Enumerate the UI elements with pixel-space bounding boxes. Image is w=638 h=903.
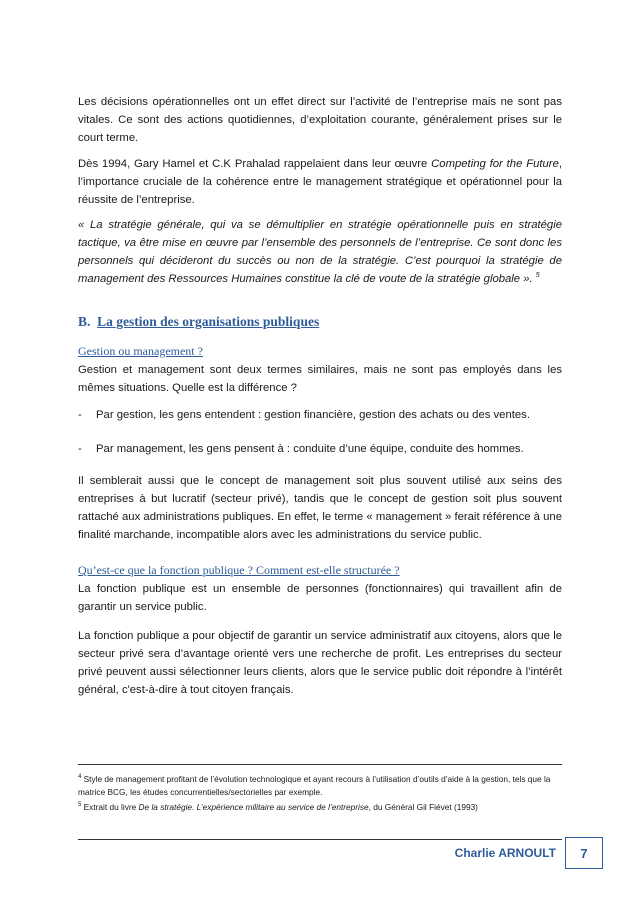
paragraph-fonction-publique-definition: La fonction publique est un ensemble de personnes (fonctionnaires) qui travaillent afin de garantir un service public.: [78, 583, 562, 613]
paragraph-hamel-prahalad: Dès 1994, Gary Hamel et C.K Prahalad rappelaient dans leur œuvre Competing for the Future, l’importance cruciale de la cohérence entre le management stratégique et opérationnel pour la réussite de l’entreprise.: [78, 158, 562, 206]
strategy-quote: « La stratégie générale, qui va se démultiplier en stratégie opérationnelle puis en stratégie tactique, va être mise en œuvre par l’ensemble des personnels de l’entreprise. Ce sont donc les personnels qui décideront du succès ou non de la stratégie. C’est pourquoi la stratégie de management des Ressources Humaines constitue la clé de voute de la stratégie globale ». $^5$: [78, 219, 562, 285]
paragraph-fonction-publique-objectif: La fonction publique a pour objectif de garantir un service administratif aux citoyens, alors que le secteur privé sera d’avantage orienté vers une recherche de profit. Les entreprises du secteur privé peuvent aussi sélectionner leurs clients, alors que le service public doit répondre à l’intérêt général, c'est-à-dire à tout citoyen français.: [78, 630, 562, 696]
paragraph-gestion-definition: Gestion et management sont deux termes similaires, mais ne sont pas employés dans les mêmes situations. Quelle est la différence ?: [78, 364, 562, 394]
bullet-management: - Par management, les gens pensent à : conduite d’une équipe, conduite des hommes.: [78, 440, 562, 458]
section-b-heading: [78, 314, 562, 330]
footer-rule: [78, 839, 562, 840]
subheading-gestion-management: Gestion ou management ?: [78, 344, 203, 358]
book-title: Competing for the Future: [431, 158, 559, 170]
footnote-ref-5: 5: [535, 272, 540, 280]
bullet-gestion: - Par gestion, les gens entendent : gestion financière, gestion des achats ou des ventes.: [78, 406, 562, 424]
footnote-5: $^5$ Extrait du livre De la stratégie. L’expérience militaire au service de l’entreprise, du Général Gil Fiévet (1993): [78, 802, 478, 812]
paragraph-operational-decisions: Les décisions opérationnelles ont un effet direct sur l’activité de l’entreprise mais ne sont pas vitales. Ce sont des actions quotidiennes, d’exploitation courante, généralement prises sur le court terme.: [78, 96, 562, 144]
paragraph-management-concept: Il semblerait aussi que le concept de management soit plus souvent utilisé aux seins des entreprises à but lucratif (secteur privé), tandis que le concept de gestion soit plus souvent rattaché aux administrations publiques. En effet, le terme « management » ferait référence à une finalité marchande, incompatible alors avec les administrations du service public.: [78, 475, 562, 541]
footnote-4: $^4$ Style de management profitant de l’évolution technologique et ayant recours à l’utilisation d’outils d’aide à la gestion, tels que la matrice BCG, les études concurrentielles/sectorielles par exemple.: [78, 774, 551, 797]
page-number: 7: [565, 837, 603, 869]
subheading-fonction-publique: Qu’est-ce que la fonction publique ? Comment est-elle structurée ?: [78, 563, 400, 577]
section-title: La gestion des organisations publiques: [97, 314, 320, 329]
bullet-dash: -: [78, 443, 82, 455]
bullet-dash: -: [78, 409, 82, 421]
footnote-separator: [78, 764, 562, 765]
section-letter: B.: [78, 314, 91, 329]
author-name: Charlie ARNOULT: [454, 846, 556, 860]
